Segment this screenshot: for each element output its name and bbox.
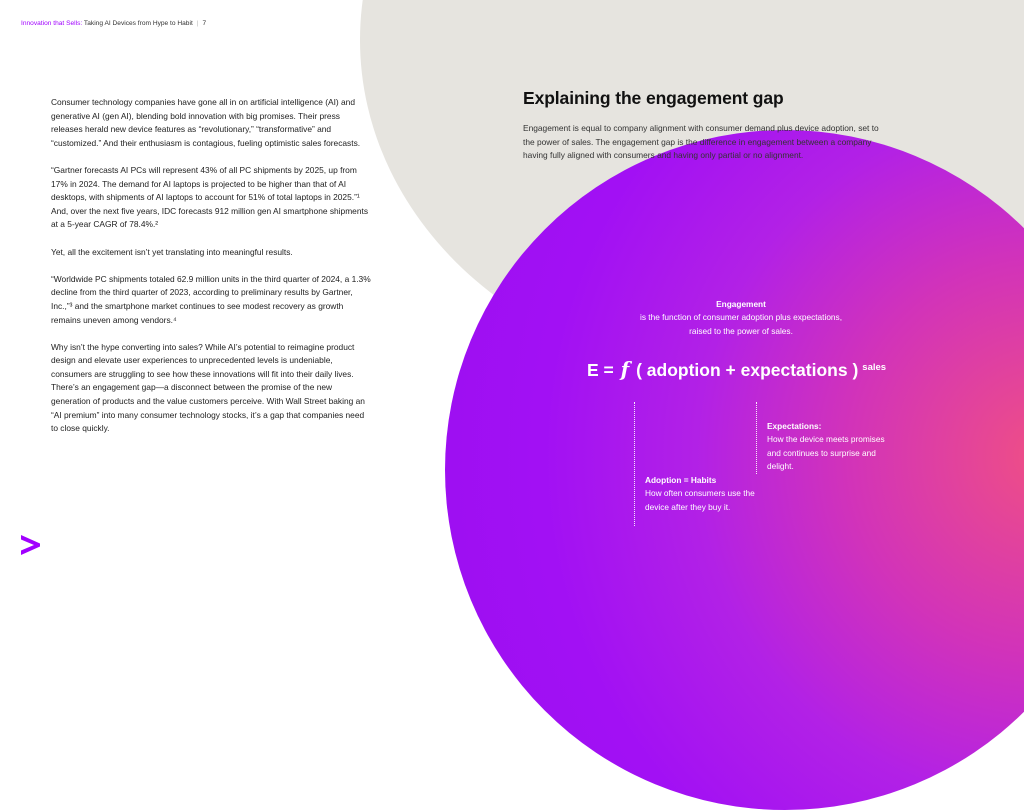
body-paragraph: Yet, all the excitement isn’t yet translating into meaningful results.	[51, 246, 293, 257]
brand-logo-icon	[19, 535, 41, 560]
body-text-column	[51, 96, 371, 449]
header-accent-title: Innovation that Sells:	[21, 20, 83, 27]
header-subtitle: Taking AI Devices from Hype to Habit	[82, 20, 193, 27]
body-paragraph: Consumer technology companies have gone all in on artificial intelligence (AI) and generative AI (gen AI), blending bold innovation with big promises. Their press releases herald new device features as “revolutionary,” “transformative” and “customized.” And their enthusiasm is contagious, fueling optimistic sales forecasts.	[51, 97, 361, 148]
adoption-title: Adoption = Habits	[645, 475, 717, 485]
formula-body: ( adoption + expectations )	[631, 360, 859, 380]
body-paragraph: Why isn’t the hype converting into sales? While AI’s potential to reimagine product design and elevate user experiences to unprecedented levels is undeniable, consumers are struggling to see how these innovations will fit into their daily lives. There’s an engagement gap—a disconnect between the promise of the new generation of products and the value customers perceive. With Wall Street baking an “AI premium” into many consumer technology stocks, it’s a gap that companies need to close quickly.	[51, 341, 365, 434]
body-paragraph: “Worldwide PC shipments totaled 62.9 million units in the third quarter of 2024, a 1.3% decline from the third quarter of 2023, according to preliminary results by Gartner, Inc.,”³ and the smartphone market continues to see modest recovery as growth remains uneven among vendors.⁴	[51, 273, 371, 325]
expectations-callout	[767, 420, 897, 474]
adoption-dotted-line	[634, 402, 635, 526]
formula-function-symbol: f	[620, 357, 630, 381]
section-title: Explaining the engagement gap	[523, 88, 784, 108]
section-description: Engagement is equal to company alignment with consumer demand plus device adoption, set to the power of sales. The engagement gap is the difference in engagement between a company having fully aligned with consumers and having only partial or no alignment.	[523, 123, 879, 161]
engagement-title: Engagement	[716, 299, 766, 309]
page-header	[21, 20, 206, 27]
adoption-callout	[645, 474, 755, 514]
engagement-text: is the function of consumer adoption plus expectations, raised to the power of sales.	[639, 312, 842, 336]
body-paragraph: “Gartner forecasts AI PCs will represent 43% of all PC shipments by 2025, up from 17% in 2024. The demand for AI laptops is projected to be higher than that of AI desktops, with shipments of AI laptops to account for 51% of total laptops in 2025.”¹ And, over the next five years, IDC forecasts 912 million gen AI smartphone shipments at a 5-year CAGR of 78.4%.²	[51, 164, 369, 230]
page-number: 7	[202, 20, 207, 27]
formula-exponent: sales	[862, 362, 887, 373]
engagement-definition	[636, 298, 846, 338]
adoption-text: How often consumers use the device after they buy it.	[645, 488, 755, 512]
formula-lhs: E =	[587, 360, 619, 380]
header-separator: |	[196, 20, 199, 27]
engagement-gap-section	[523, 88, 883, 163]
expectations-dotted-line	[756, 402, 757, 474]
expectations-title: Expectations:	[767, 421, 822, 431]
expectations-text: How the device meets promises and continues to surprise and delight.	[767, 434, 885, 472]
engagement-formula	[587, 357, 886, 381]
